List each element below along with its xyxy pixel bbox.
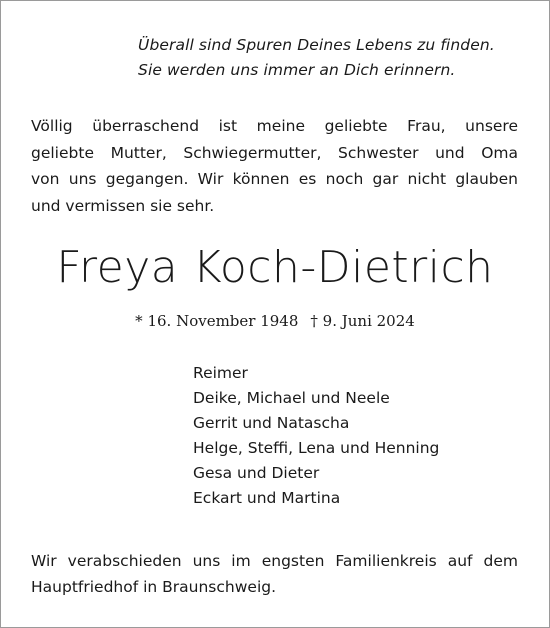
motto-quote: [138, 33, 538, 83]
intro-line: und vermissen sie sehr.: [31, 196, 215, 215]
life-dates: [0, 309, 550, 333]
intro-line: Völlig überraschend ist meine geliebte Frau, unsere: [31, 117, 518, 135]
mourner-entry: Eckart und Martina: [193, 489, 341, 507]
mourners-list: [193, 361, 533, 511]
mourner-entry: Gerrit und Natascha: [193, 414, 350, 432]
motto-line: Sie werden uns immer an Dich erinnern.: [138, 61, 456, 79]
motto-line: Überall sind Spuren Deines Lebens zu finden.: [138, 36, 495, 54]
mourner-entry: Gesa und Dieter: [193, 464, 320, 482]
intro-line: geliebte Mutter, Schwiegermutter, Schwester und Oma: [31, 143, 518, 162]
birth-date: * 16. November 1948: [135, 312, 299, 330]
closing-paragraph: [31, 548, 518, 600]
intro-paragraph: [31, 113, 518, 219]
intro-line: von uns gegangen. Wir können es noch gar nicht glauben: [31, 170, 518, 188]
mourner-entry: Helge, Steffi, Lena und Henning: [193, 439, 440, 457]
closing-line: Hauptfriedhof in Braunschweig.: [31, 578, 277, 596]
mourner-entry: Deike, Michael und Neele: [193, 389, 390, 407]
mourner-entry: Reimer: [193, 364, 248, 382]
death-date: † 9. Juni 2024: [310, 312, 415, 330]
deceased-name: Freya Koch-Dietrich: [56, 242, 494, 293]
closing-line: Wir verabschieden uns im engsten Familienkreis auf dem: [31, 552, 518, 570]
